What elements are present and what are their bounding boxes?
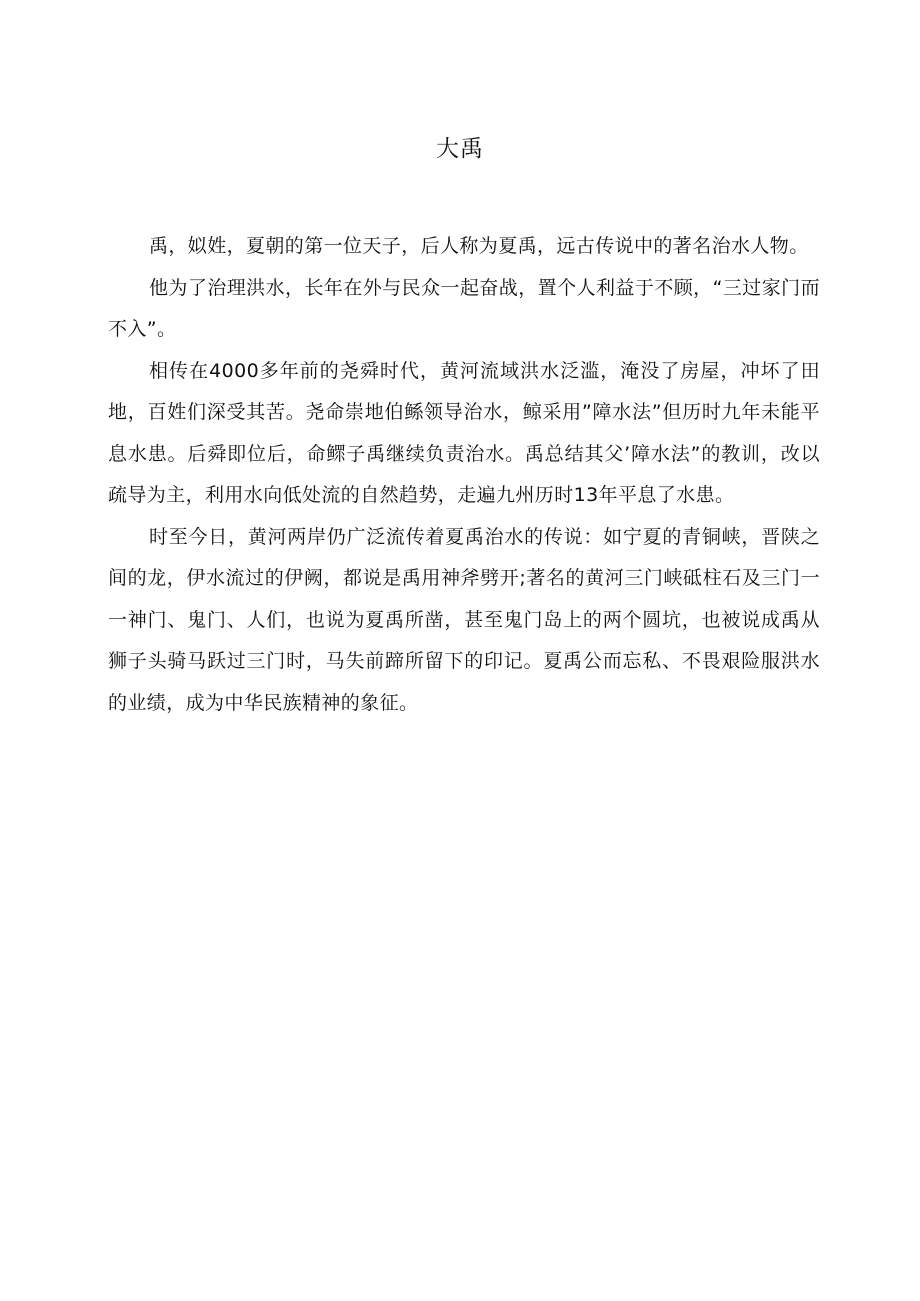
document-body bbox=[108, 226, 820, 724]
paragraph-1: 禹，姒姓，夏朝的第一位天子，后人称为夏禹，远古传说中的著名治水人物。 bbox=[149, 235, 809, 257]
paragraph-4: 时至今日，黄河两岸仍广泛流传着夏禹治水的传说：如宁夏的青铜峡，晋陕之间的龙，伊水流过的伊阙，都说是禹用神斧劈开;著名的黄河三门峡砥柱石及三门一一神门、鬼门、人们，也说为夏禹所凿，甚至鬼门岛上的两个圆坑，也被说成禹从狮子头骑马跃过三门时，马失前蹄所留下的印记。夏禹公而忘私、不畏艰险服洪水的业绩，成为中华民族精神的象征。 bbox=[108, 525, 820, 714]
paragraph-3: 相传在4000多年前的尧舜时代，黄河流域洪水泛滥，淹没了房屋，冲坏了田地，百姓们深受其苦。尧命崇地伯鲧领导治水，鲸采用”障水法”但历时九年未能平息水患。后舜即位后，命鳏子禹继续负责治水。禹总结其父’障水法”的教训，改以疏导为主，利用水向低处流的自然趋势，走遍九州历时13年平息了水患。 bbox=[108, 359, 820, 506]
paragraph-2: 他为了治理洪水，长年在外与民众一起奋战，置个人利益于不顾，“三过家门而不入”。 bbox=[108, 276, 820, 340]
document-title: 大禹 bbox=[436, 136, 484, 162]
